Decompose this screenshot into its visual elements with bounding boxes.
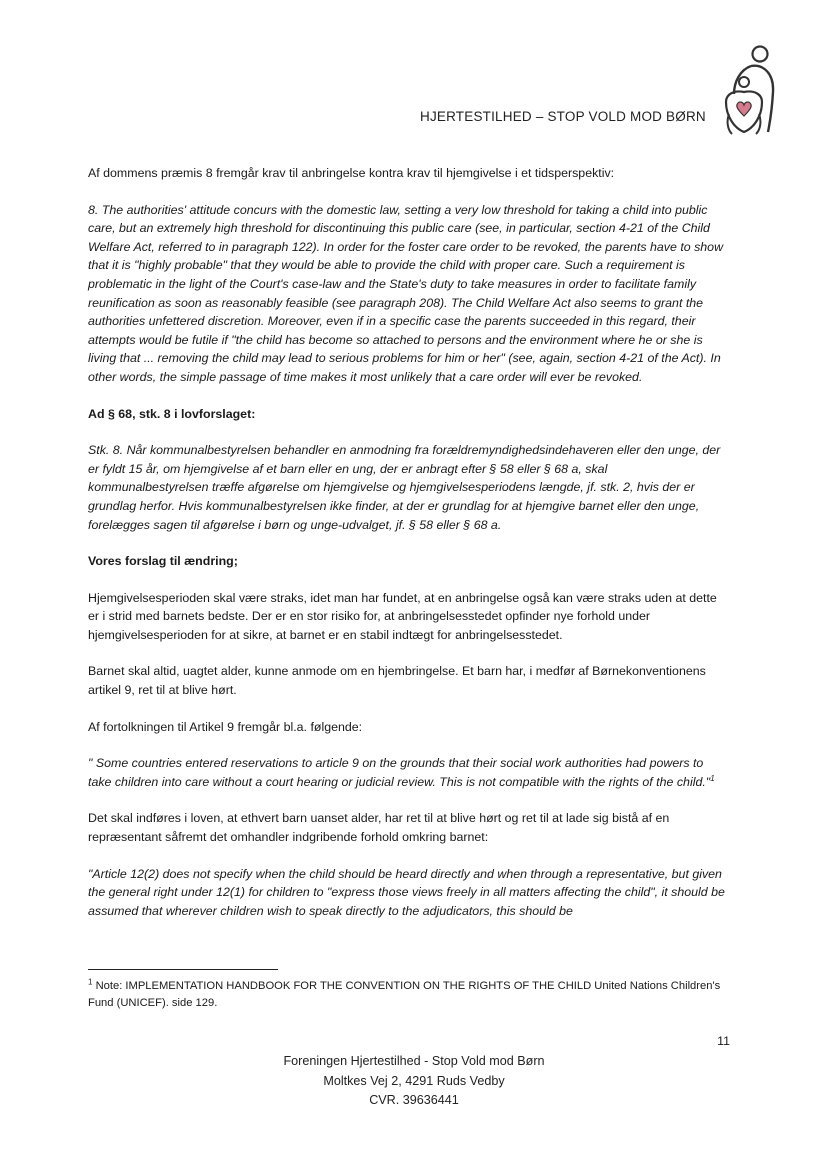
section-heading-ad-68: Ad § 68, stk. 8 i lovforslaget: xyxy=(88,406,256,421)
page-number: 11 xyxy=(717,1034,730,1048)
heart-family-logo-icon xyxy=(720,44,778,136)
footnote-reference[interactable]: 1 xyxy=(710,773,715,783)
paragraph-barnet: Barnet skal altid, uagtet alder, kunne anmode om en hjembringelse. Et barn har, i medfør af Børnekonventionens artikel 9, ret til at blive hørt. xyxy=(88,664,706,698)
footnote-divider xyxy=(88,969,278,970)
footnote xyxy=(88,978,738,1012)
footnote-marker: 1 xyxy=(88,977,93,987)
footer xyxy=(0,1052,828,1111)
document-body xyxy=(88,164,728,920)
paragraph-quote-article9 xyxy=(88,754,728,791)
paragraph-quote-judgment: 8. The authorities' attitude concurs with the domestic law, setting a very low threshold for taking a child into public care, but an extremely high threshold for discontinuing this public care (see, in particular, section 4-21 of the Child Welfare Act, referred to in paragraph 122). In order for the foster care order to be revoked, the parents have to show that it is "highly probable" that they would be able to provide the child with proper care. Such a requirement is problematic in the light of the Court's case-law and the State's duty to take measures in order to facilitate family reunification as soon as reasonably feasible (see paragraph 208). The Child Welfare Act also seems to grant the authorities unfettered discretion. Moreover, even if in a specific case the parents succeeded in this regard, their attempts would be futile if "the child has become so attached to persons and the environment where he or she is living that ... removing the child may lead to serious problems for him or her" (see, again, section 4-21 of the Act). In other words, the simple passage of time makes it most unlikely that a care order will ever be revoked. xyxy=(88,202,724,384)
paragraph-quote-stk8: Stk. 8. Når kommunalbestyrelsen behandler en anmodning fra forældremyndighedsindehaveren eller den unge, der er fyldt 15 år, om hjemgivelse af et barn eller en ung, der er anbragt efter § 58 eller § 68 a, skal kommunalbestyrelsen træffe afgørelse om hjemgivelse og hjemgivelsesperiodens længde, jf. stk. 2, hvis der er grundlag herfor. Hvis kommunalbestyrelsen ikke finder, at der er grundlag for at hjemgive barnet eller den unge, forelægges sagen til afgørelse i børn og unge-udvalget, jf. § 58 eller § 68 a. xyxy=(88,443,721,532)
header-title: HJERTESTILHED – STOP VOLD MOD BØRN xyxy=(420,109,706,124)
footer-cvr: CVR. 39636441 xyxy=(369,1093,459,1107)
paragraph-indfores: Det skal indføres i loven, at ethvert barn uanset alder, har ret til at blive hørt og ret til at lade sig bistå af en repræsentant såfremt det omhandler indgribende forhold omkring barnet: xyxy=(88,811,670,845)
section-heading-proposal: Vores forslag til ændring; xyxy=(88,554,238,569)
quote-article9-text: " Some countries entered reservations to article 9 on the grounds that their social work authorities had powers to take children into care without a court hearing or judicial review. This is not compatible with the rights of the child." xyxy=(88,756,711,789)
paragraph-fortolkning: Af fortolkningen til Artikel 9 fremgår bl.a. følgende: xyxy=(88,719,363,734)
footer-address: Moltkes Vej 2, 4291 Ruds Vedby xyxy=(323,1073,505,1088)
paragraph-quote-article12: "Article 12(2) does not specify when the child should be heard directly and when through a representative, but given the general right under 12(1) for children to "express those views freely in all matters affecting the child", it should be assumed that wherever children wish to speak directly to the adjudicators, this should be xyxy=(88,866,725,918)
paragraph-hjemgivelse: Hjemgivelsesperioden skal være straks, idet man har fundet, at en anbringelse også kan være straks uden at dette er i strid med barnets bedste. Der er en stor risiko for, at anbringelsesstedet opfinder nye forhold under hjemgivelsesperioden for at sikre, at barnet er en stabil indtægt for anbringelsesstedet. xyxy=(88,590,717,642)
footnote-text: Note: IMPLEMENTATION HANDBOOK FOR THE CONVENTION ON THE RIGHTS OF THE CHILD United Nations Children's Fund (UNICEF). side 129. xyxy=(88,980,721,1009)
paragraph-intro: Af dommens præmis 8 fremgår krav til anbringelse kontra krav til hjemgivelse i et tidsperspektiv: xyxy=(88,166,615,180)
footer-organization: Foreningen Hjertestilhed - Stop Vold mod Børn xyxy=(283,1054,545,1068)
